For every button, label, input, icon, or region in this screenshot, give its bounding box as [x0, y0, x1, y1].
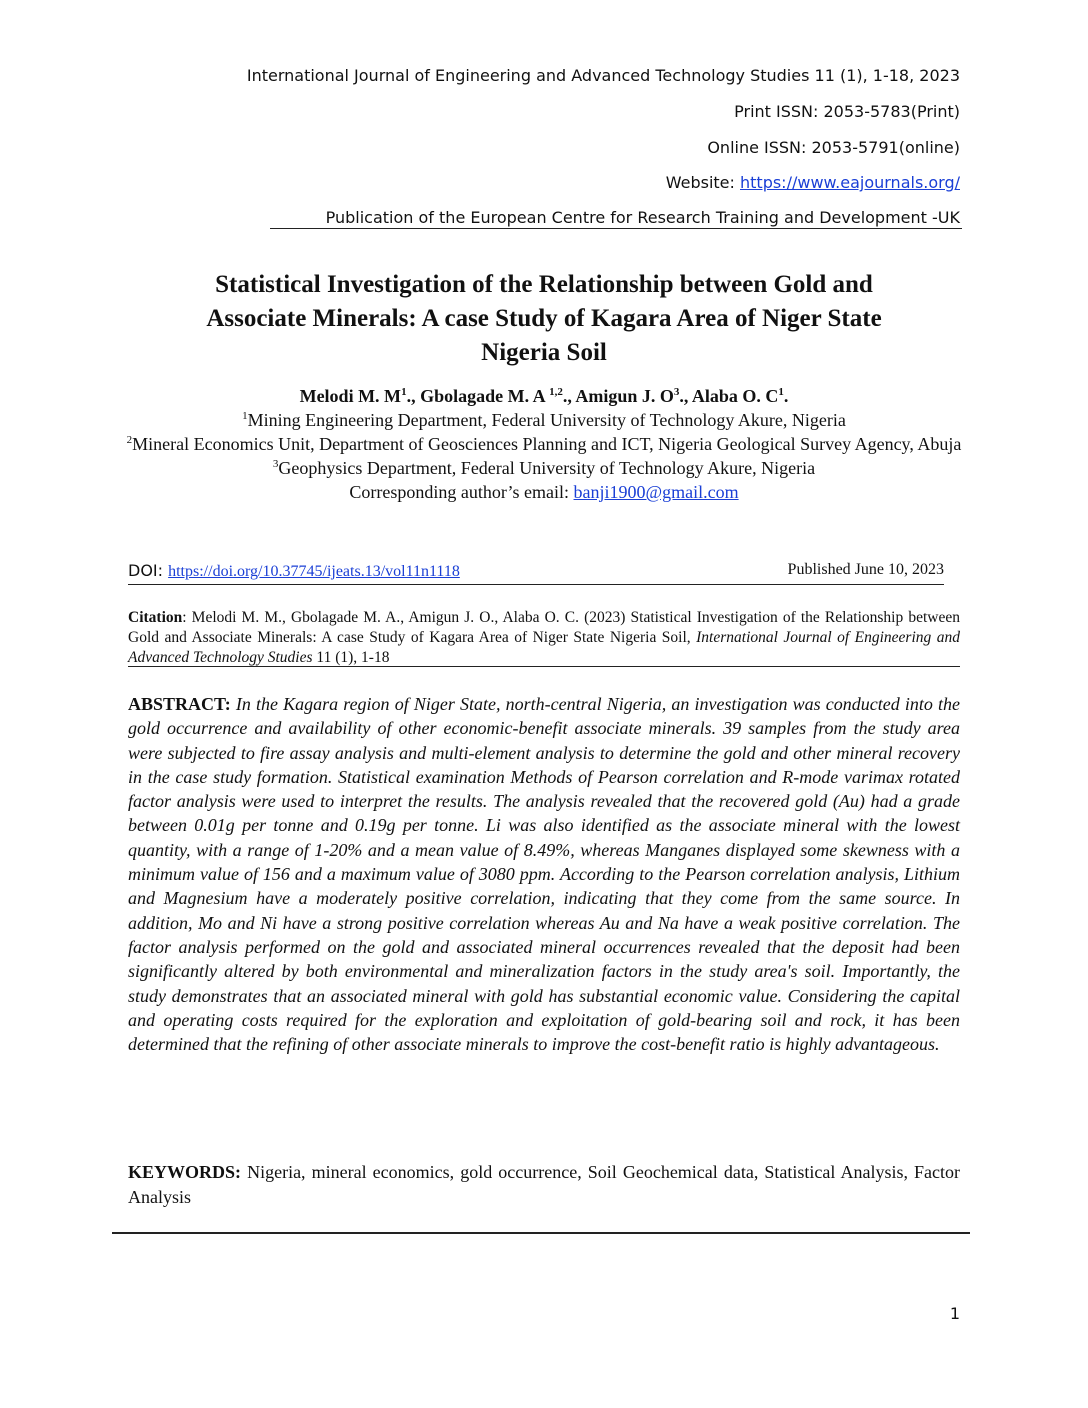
- email-label: Corresponding author’s email:: [349, 482, 574, 502]
- doi-line: [128, 561, 460, 581]
- title-line-3: Nigeria Soil: [481, 339, 607, 366]
- author-separator: .,: [406, 386, 421, 406]
- publisher-line: Publication of the European Centre for Research Training and Development -UK: [325, 208, 960, 227]
- affiliation-1-mark: 1: [242, 410, 248, 422]
- journal-citation-line: International Journal of Engineering and Advanced Technology Studies 11 (1), 1-18, 2023: [246, 66, 960, 85]
- citation-volume: 11 (1), 1-18: [312, 649, 390, 666]
- author-1: Melodi M. M: [299, 386, 402, 406]
- doi-link[interactable]: https://doi.org/10.37745/ijeats.13/vol11n1118: [168, 563, 460, 580]
- author-3: Amigun J. O: [575, 386, 674, 406]
- author-names: [120, 384, 968, 408]
- affiliation-3-mark: 3: [272, 458, 279, 470]
- keywords-text: Nigeria, mineral economics, gold occurrence, Soil Geochemical data, Statistical Analysis, Factor Analysis: [128, 1162, 960, 1207]
- affiliation-3: [120, 456, 968, 480]
- page-divider: [112, 1232, 970, 1234]
- author-2: Gbolagade M. A: [420, 386, 550, 406]
- author-3-affiliation-mark: 3: [673, 386, 680, 398]
- keywords-label: KEYWORDS:: [128, 1162, 242, 1182]
- abstract-text: In the Kagara region of Niger State, north-central Nigeria, an investigation was conducted into the gold occurrence and availability of other economic-benefit associate minerals. 39 samples from the study area were subjected to fire assay analysis and multi-element analysis to determine the gold and other mineral recovery in the case study formation. Statistical examination Methods of Pearson correlation and R-mode varimax rotated factor analysis were used to interpret the results. The analysis revealed that the recovered gold (Au) had a grade between 0.01g per tonne and 0.19g per tonne. Li was also identified as the associate mineral with the lowest quantity, with a range of 1-20% and a mean value of 8.49%, whereas Manganes displayed some skewness with a minimum value of 156 and a maximum value of 3080 ppm. According to the Pearson correlation analysis, Lithium and Magnesium have a moderately positive correlation, indicating that they come from the same source. In addition, Mo and Ni have a strong positive correlation whereas Au and Na have a weak positive correlation. The factor analysis performed on the gold and associated mineral occurrences revealed that the deposit had been significantly altered by both environmental and mineralization factors in the study area's soil. Importantly, the study demonstrates that an associated mineral with gold has substantial economic value. Considering the capital and operating costs required for the exploration and exploitation of gold-bearing soil and rock, it has been determined that the refining of other associate minerals to improve the cost-benefit ratio is highly advantageous.: [128, 694, 960, 1055]
- corresponding-email: [120, 480, 968, 504]
- author-4: Alaba O. C: [691, 386, 779, 406]
- abstract-section: [128, 692, 960, 1056]
- abstract-label: ABSTRACT:: [128, 694, 231, 714]
- title-line-1: Statistical Investigation of the Relationship between Gold and: [215, 271, 873, 298]
- author-4-affiliation-mark: 1: [778, 386, 784, 398]
- affiliation-3-text: Geophysics Department, Federal University of Technology Akure, Nigeria: [278, 458, 816, 478]
- citation-text: : Melodi M. M., Gbolagade M. A., Amigun J. O., Alaba O. C. (2023) Statistical Investigation of the Relationship between Gold and Associate Minerals: A case Study of Kagara Area of Niger State Nigeria Soil,: [128, 609, 960, 646]
- title-line-2: Associate Minerals: A case Study of Kagara Area of Niger State: [206, 305, 882, 332]
- website-link[interactable]: https://www.eajournals.org/: [740, 173, 960, 192]
- author-2-affiliation-mark: 1,2: [549, 386, 563, 398]
- published-date: Published June 10, 2023: [787, 561, 944, 578]
- email-link[interactable]: banji1900@gmail.com: [573, 482, 739, 502]
- affiliation-2: [120, 432, 968, 456]
- doi-label: DOI:: [128, 561, 169, 580]
- author-separator: .,: [562, 386, 576, 406]
- page-number: 1: [949, 1304, 960, 1323]
- online-issn: Online ISSN: 2053-5791(online): [707, 138, 960, 157]
- doi-divider: [128, 584, 944, 585]
- paper-title: [120, 268, 968, 370]
- citation-journal: International Journal of Engineering and Advanced Technology Studies: [128, 629, 960, 666]
- keywords-section: [128, 1160, 960, 1209]
- website-label: Website:: [665, 173, 740, 192]
- affiliation-1: [120, 408, 968, 432]
- header-divider: [270, 228, 962, 229]
- author-end: .: [783, 386, 789, 406]
- citation-divider: [128, 666, 960, 667]
- affiliation-2-text: Mineral Economics Unit, Department of Geosciences Planning and ICT, Nigeria Geological Survey Agency, Abuja: [132, 434, 962, 454]
- print-issn: Print ISSN: 2053-5783(Print): [734, 102, 960, 121]
- author-block: [120, 384, 968, 504]
- affiliation-1-text: Mining Engineering Department, Federal University of Technology Akure, Nigeria: [247, 410, 846, 430]
- author-separator: .,: [679, 386, 692, 406]
- author-1-affiliation-mark: 1: [401, 386, 407, 398]
- citation-block: [128, 608, 960, 668]
- affiliation-2-mark: 2: [126, 434, 133, 446]
- website-line: [666, 173, 960, 192]
- citation-label: Citation: [128, 609, 183, 626]
